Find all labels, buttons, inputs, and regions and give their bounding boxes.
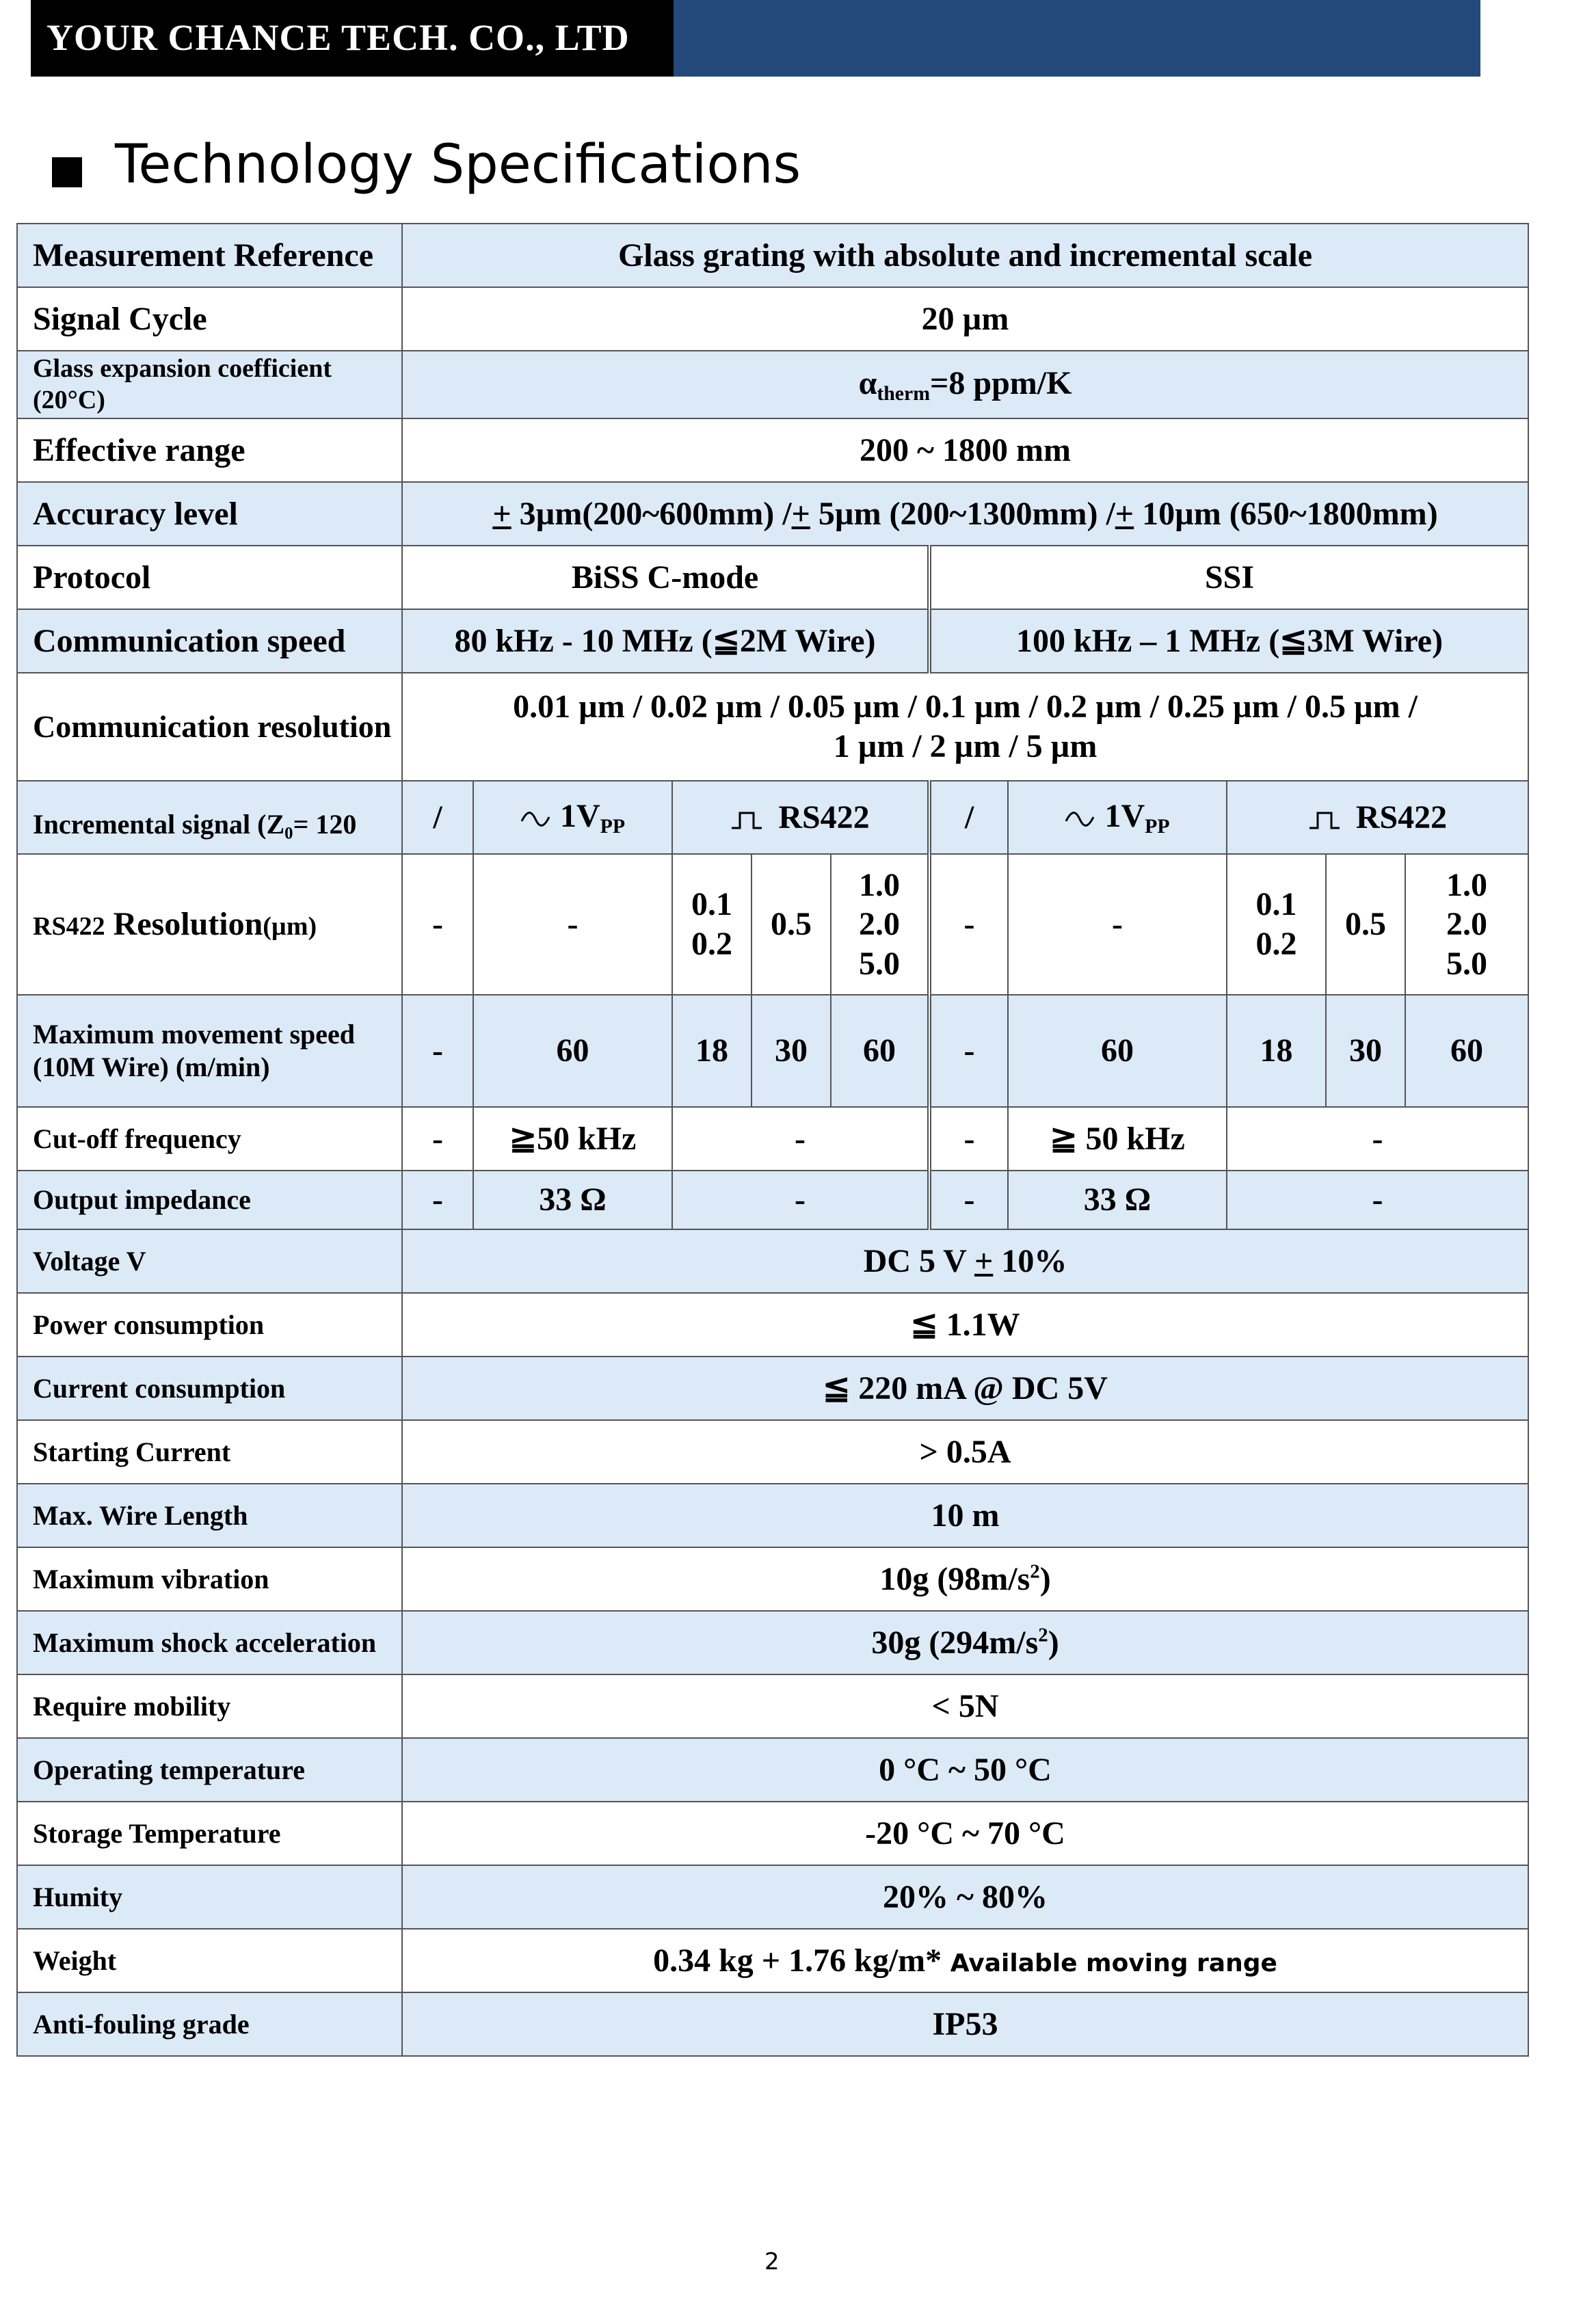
row-label: Cut-off frequency [17, 1107, 402, 1171]
voltage-pre: DC 5 V [863, 1242, 974, 1279]
resolution-line: 1 µm / 2 µm / 5 µm [833, 728, 1098, 764]
resolution-values [1227, 854, 1326, 995]
resolution-value: 0.5 [751, 854, 831, 995]
resolution-value: 2.0 [859, 906, 900, 943]
vibration-value: 10g (98m/s [879, 1560, 1030, 1597]
section-title: Technology Specifications [115, 134, 801, 196]
row-label: Voltage V [17, 1229, 402, 1293]
row-label: Max. Wire Length [17, 1484, 402, 1547]
table-row [17, 1293, 1528, 1357]
cell-dash: - [1227, 1171, 1528, 1229]
incremental-1vpp [1008, 781, 1227, 854]
table-row [17, 1992, 1528, 2056]
speed-value: 18 [672, 995, 751, 1107]
weight-value: 0.34 kg + 1.76 kg/m* [653, 1942, 942, 1979]
alpha-value: =8 ppm/K [930, 364, 1072, 401]
resolution-value: 0.1 [1255, 886, 1297, 923]
incremental-rs422 [1227, 781, 1528, 854]
speed-value: 60 [1405, 995, 1528, 1107]
resolution-value: 5.0 [1446, 945, 1487, 982]
rs422-prefix: RS422 [33, 912, 105, 941]
cell-dash: - [672, 1107, 929, 1171]
table-row [17, 1865, 1528, 1929]
row-value: 0 °C ~ 50 °C [402, 1738, 1528, 1802]
table-row [17, 673, 1528, 781]
table-row [17, 1738, 1528, 1802]
row-label: Output impedance [17, 1171, 402, 1229]
incremental-1vpp [473, 781, 672, 854]
rs422-label: RS422 [1355, 799, 1448, 836]
table-row [17, 1802, 1528, 1865]
cell-dash: - [1227, 1107, 1528, 1171]
header-bar-blue [674, 0, 1480, 77]
row-label-line: (10M Wire) (m/min) [33, 1052, 270, 1082]
incremental-label-end: = 120 [293, 808, 357, 840]
weight-note: Available moving range [942, 1949, 1277, 1977]
speed-value: 18 [1227, 995, 1326, 1107]
row-label: Starting Current [17, 1420, 402, 1484]
row-label: Measurement Reference [17, 224, 402, 287]
alpha-subscript: therm [877, 382, 931, 405]
table-row [17, 1929, 1528, 1992]
cell-dash: - [402, 854, 473, 995]
resolution-value: 0.5 [1326, 854, 1405, 995]
company-name: YOUR CHANCE TECH. CO., LTD [46, 17, 630, 58]
row-value: IP53 [402, 1992, 1528, 2056]
protocol-biss: BiSS C-mode [402, 546, 929, 609]
superscript: 2 [1030, 1560, 1040, 1583]
row-label: Require mobility [17, 1674, 402, 1738]
speed-value: 60 [831, 995, 929, 1107]
resolution-unit: (µm) [263, 912, 317, 941]
resolution-value: 2.0 [1446, 906, 1487, 943]
table-row [17, 854, 1528, 995]
cell-dash: - [1008, 854, 1227, 995]
page-number: 2 [764, 2248, 780, 2275]
cell-dash: - [672, 1171, 929, 1229]
vpp-subscript: PP [1145, 814, 1170, 838]
cell-dash: - [402, 995, 473, 1107]
row-label: Humity [17, 1865, 402, 1929]
table-row [17, 609, 1528, 673]
resolution-value: 0.2 [691, 926, 732, 962]
table-row [17, 1357, 1528, 1420]
table-row [17, 1229, 1528, 1293]
close-paren: ) [1048, 1624, 1059, 1661]
row-label: Glass expansion coefficient (20°C) [17, 351, 402, 418]
row-value: ≦ 220 mA @ DC 5V [402, 1357, 1528, 1420]
row-label [17, 854, 402, 995]
table-row [17, 418, 1528, 482]
row-label: Effective range [17, 418, 402, 482]
table-row [17, 482, 1528, 546]
incremental-label: Incremental signal (Z [33, 808, 285, 840]
resolution-line: 0.01 µm / 0.02 µm / 0.05 µm / 0.1 µm / 0.2 µm / 0.25 µm / 0.5 µm / [513, 689, 1418, 725]
row-value: 10 m [402, 1484, 1528, 1547]
row-label: Signal Cycle [17, 287, 402, 351]
table-row [17, 351, 1528, 418]
resolution-value: 0.1 [691, 886, 732, 923]
table-row [17, 287, 1528, 351]
speed-value: 30 [1326, 995, 1405, 1107]
resolution-value: 1.0 [1446, 866, 1487, 903]
row-label: Communication resolution [17, 673, 402, 781]
table-row [17, 1107, 1528, 1171]
impedance-value: 33 Ω [473, 1171, 672, 1229]
incremental-rs422 [672, 781, 929, 854]
resolution-values [672, 854, 751, 995]
row-label: Power consumption [17, 1293, 402, 1357]
sine-wave-icon [1065, 809, 1095, 829]
alpha-symbol: α [858, 364, 877, 401]
table-row [17, 1674, 1528, 1738]
row-value: > 0.5A [402, 1420, 1528, 1484]
row-value [402, 351, 1528, 418]
table-row [17, 781, 1528, 854]
row-value [402, 1547, 1528, 1611]
row-label: Anti-fouling grade [17, 1992, 402, 2056]
incremental-slash: / [929, 781, 1008, 854]
row-label-line: Maximum movement speed [33, 1019, 356, 1050]
speed-value: 60 [1008, 995, 1227, 1107]
row-label: Protocol [17, 546, 402, 609]
shock-value: 30g (294m/s [871, 1624, 1039, 1661]
table-row [17, 546, 1528, 609]
vpp-main: 1V [559, 797, 600, 834]
speed-value: 30 [751, 995, 831, 1107]
row-label: Maximum vibration [17, 1547, 402, 1611]
row-value [402, 1929, 1528, 1992]
cutoff-biss: ≧50 kHz [473, 1107, 672, 1171]
row-value [402, 673, 1528, 781]
row-label: Storage Temperature [17, 1802, 402, 1865]
resolution-value: 1.0 [859, 866, 900, 903]
impedance-value: 33 Ω [1008, 1171, 1227, 1229]
accuracy-part: 5µm (200~1300mm) / [810, 495, 1115, 532]
table-row [17, 1420, 1528, 1484]
close-paren: ) [1039, 1560, 1051, 1597]
cell-dash: - [473, 854, 672, 995]
resolution-values [1405, 854, 1528, 995]
square-wave-icon [730, 810, 763, 831]
row-value: -20 °C ~ 70 °C [402, 1802, 1528, 1865]
row-value: ≦ 1.1W [402, 1293, 1528, 1357]
row-value: 20 µm [402, 287, 1528, 351]
row-value [402, 1611, 1528, 1674]
row-label: Weight [17, 1929, 402, 1992]
table-row [17, 995, 1528, 1107]
resolution-values [831, 854, 929, 995]
row-value: < 5N [402, 1674, 1528, 1738]
comm-speed-biss: 80 kHz - 10 MHz (≦2M Wire) [402, 609, 929, 673]
protocol-ssi: SSI [929, 546, 1528, 609]
cell-dash: - [929, 995, 1008, 1107]
incremental-subscript: 0 [284, 824, 293, 843]
cell-dash: - [929, 854, 1008, 995]
row-value: 20% ~ 80% [402, 1865, 1528, 1929]
row-label: Accuracy level [17, 482, 402, 546]
row-label: Maximum shock acceleration [17, 1611, 402, 1674]
table-row [17, 1171, 1528, 1229]
speed-value: 60 [473, 995, 672, 1107]
row-label: Current consumption [17, 1357, 402, 1420]
table-row [17, 1547, 1528, 1611]
row-value [402, 482, 1528, 546]
cell-dash: - [402, 1107, 473, 1171]
vpp-main: 1V [1104, 797, 1145, 834]
row-label: Communication speed [17, 609, 402, 673]
accuracy-part: 3µm(200~600mm) / [511, 495, 792, 532]
table-row [17, 1484, 1528, 1547]
rs422-label: RS422 [778, 799, 870, 836]
table-row [17, 1611, 1528, 1674]
resolution-value: 0.2 [1255, 926, 1297, 962]
cell-dash: - [929, 1107, 1008, 1171]
square-wave-icon [1308, 810, 1341, 831]
incremental-slash: / [402, 781, 473, 854]
row-value: Glass grating with absolute and incremental scale [402, 224, 1528, 287]
cell-dash: - [929, 1171, 1008, 1229]
cell-dash: - [402, 1171, 473, 1229]
plus-minus-sign: + [974, 1242, 994, 1279]
row-label: Operating temperature [17, 1738, 402, 1802]
row-value [402, 1229, 1528, 1293]
sine-wave-icon [520, 809, 550, 829]
plus-minus-sign: + [492, 495, 511, 532]
accuracy-part: 10µm (650~1800mm) [1134, 495, 1438, 532]
vpp-subscript: PP [600, 814, 626, 838]
square-bullet-icon [52, 157, 82, 187]
row-label [17, 781, 402, 854]
comm-speed-ssi: 100 kHz – 1 MHz (≦3M Wire) [929, 609, 1528, 673]
superscript: 2 [1038, 1624, 1048, 1646]
table-row [17, 224, 1528, 287]
cutoff-ssi: ≧ 50 kHz [1008, 1107, 1227, 1171]
resolution-value: 5.0 [859, 945, 900, 982]
resolution-word: Resolution [105, 906, 263, 943]
plus-minus-sign: + [1115, 495, 1134, 532]
row-value: 200 ~ 1800 mm [402, 418, 1528, 482]
plus-minus-sign: + [791, 495, 810, 532]
spec-table [16, 223, 1529, 2057]
voltage-post: 10% [993, 1242, 1067, 1279]
row-label [17, 995, 402, 1107]
